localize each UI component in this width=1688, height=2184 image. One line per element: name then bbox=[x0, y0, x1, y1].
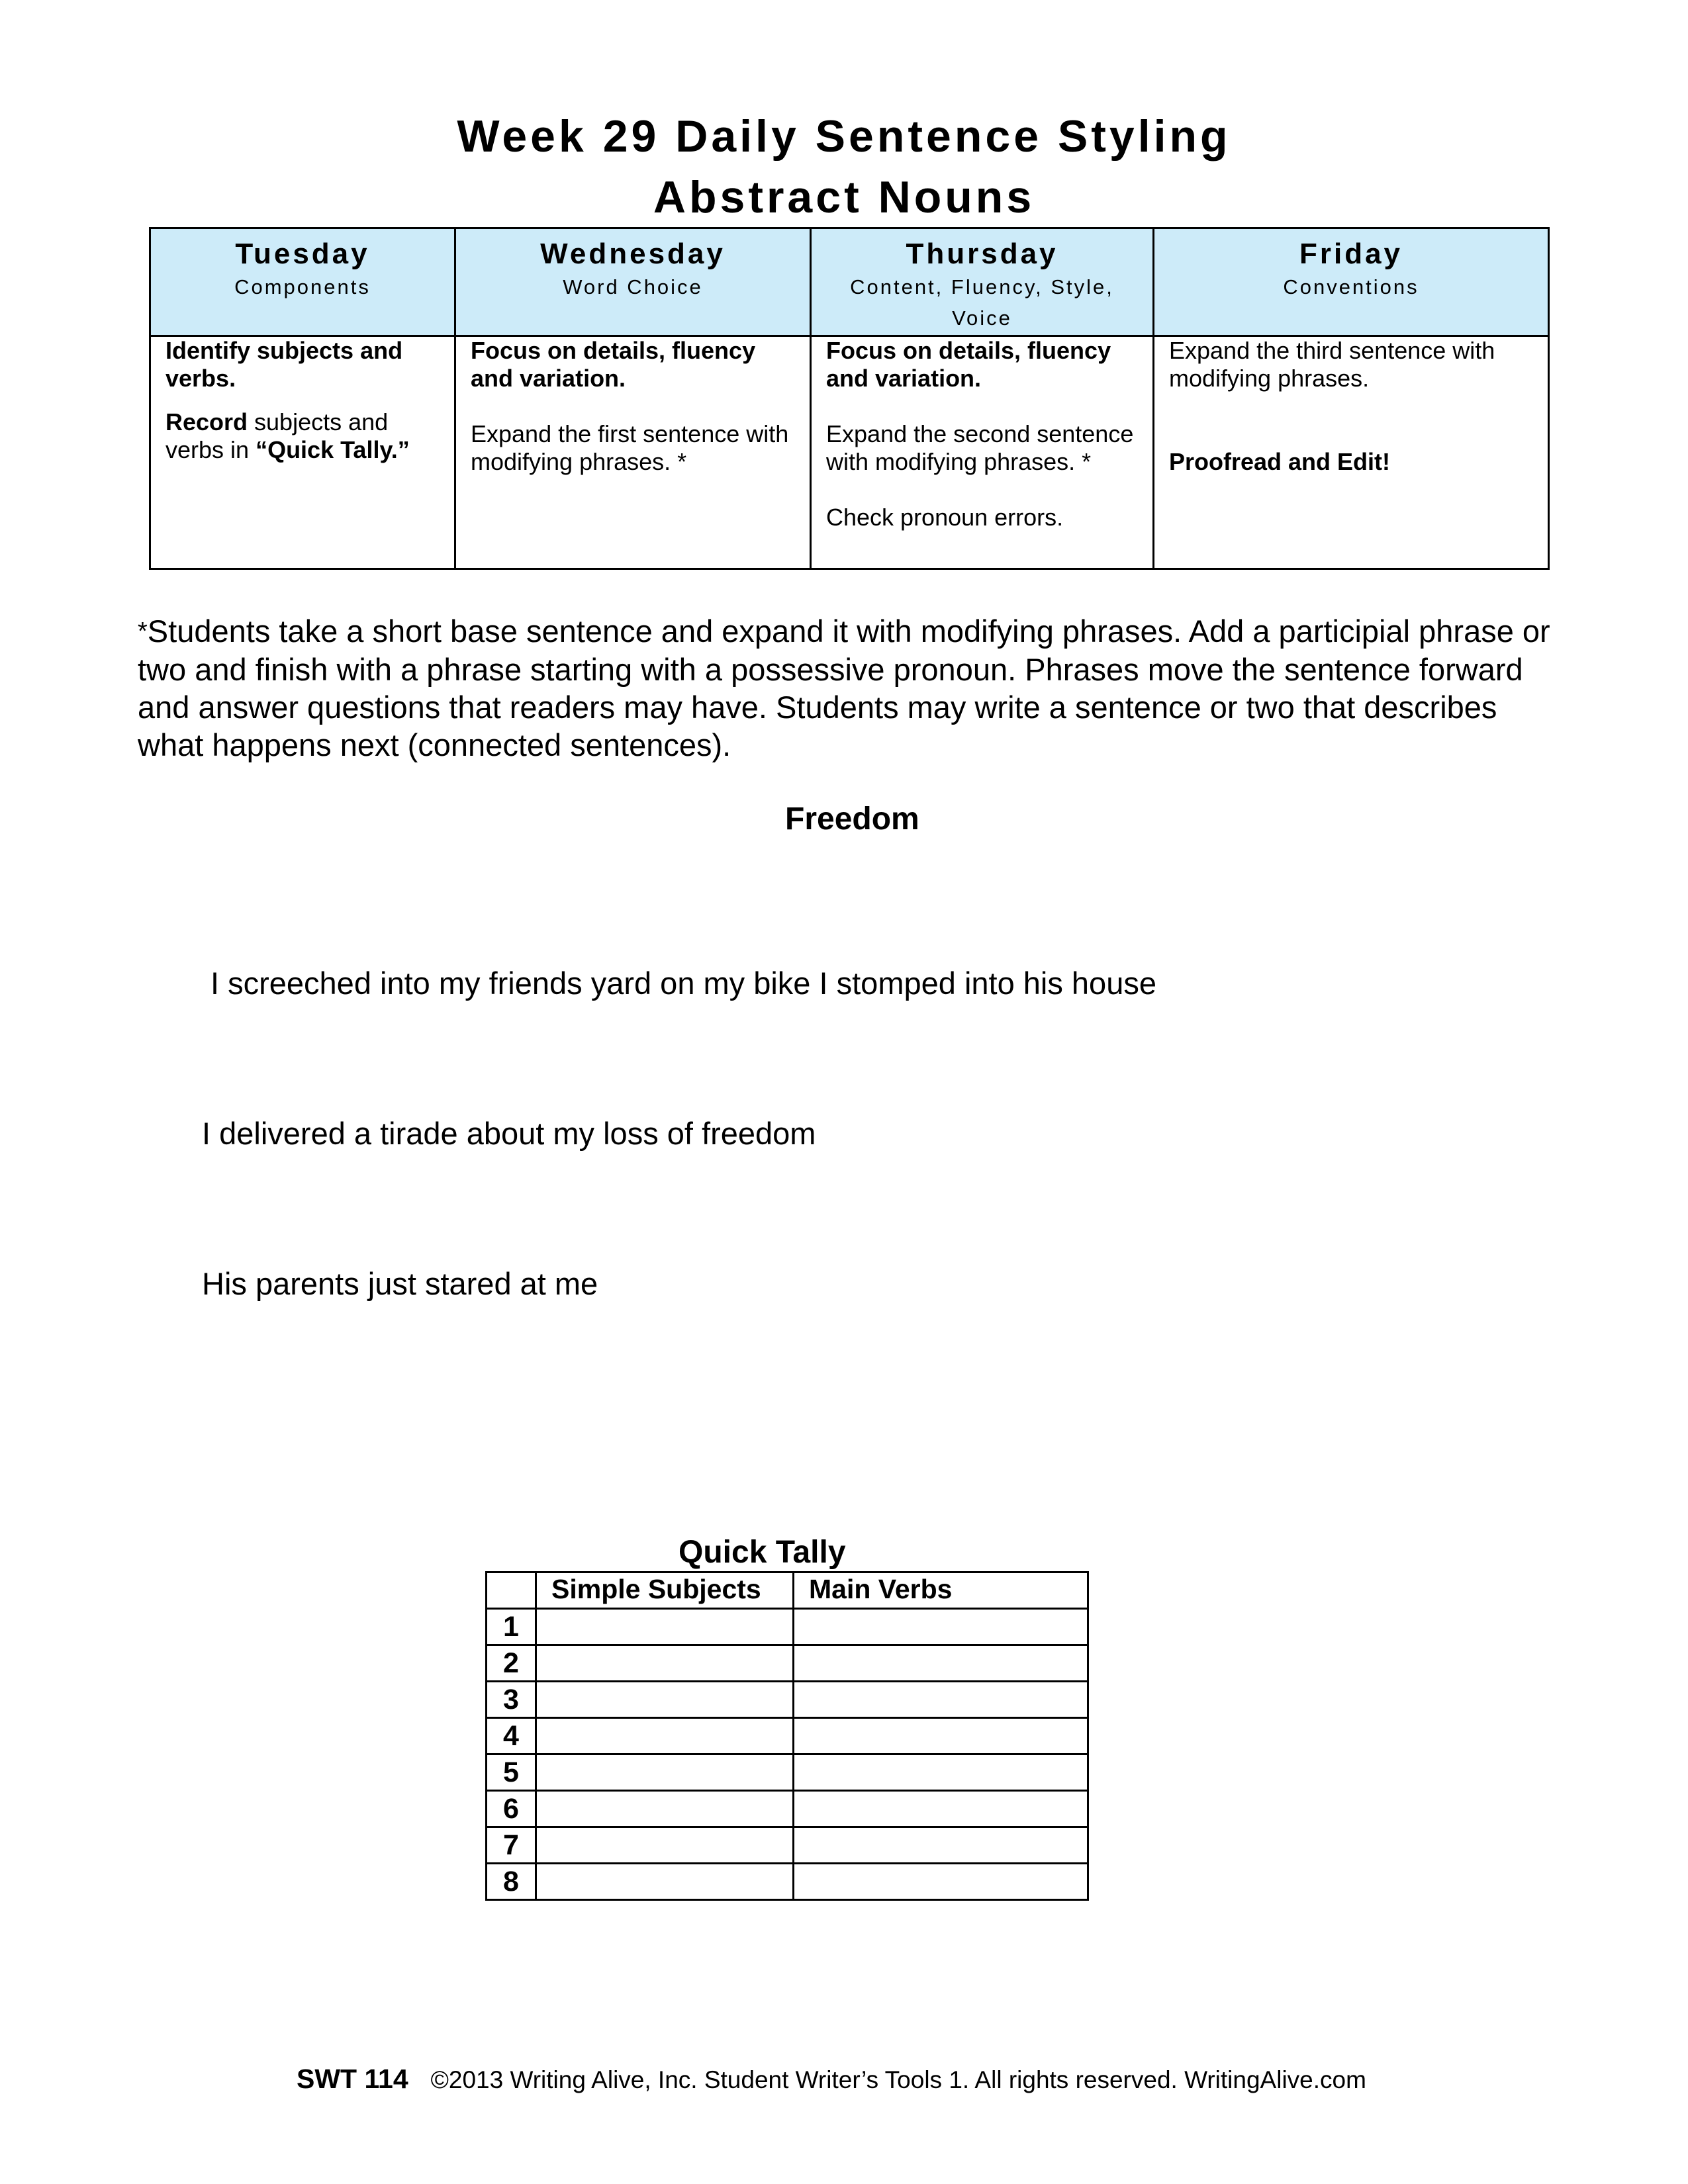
verb-cell[interactable] bbox=[794, 1609, 1088, 1645]
instructions-text: Students take a short base sentence and expand it with modifying phrases. Add a participial phrase or two and finish with a phrase starting with a possessive pronoun. Phrases move the sentence forward and answer questions that readers may have. Students may write a sentence or two that describes what happens next (connected sentences). bbox=[138, 614, 1550, 762]
page-code: SWT 114 bbox=[297, 2064, 408, 2094]
quick-tally-table bbox=[485, 1571, 1089, 1901]
row-number: 8 bbox=[487, 1864, 536, 1900]
subject-cell[interactable] bbox=[536, 1718, 794, 1754]
topic-heading: Freedom bbox=[785, 801, 919, 837]
subject-cell[interactable] bbox=[536, 1682, 794, 1718]
row-number: 3 bbox=[487, 1682, 536, 1718]
schedule-header-row bbox=[150, 228, 1549, 336]
friday-task-proofread: Proofread and Edit! bbox=[1169, 448, 1391, 475]
page-title: Week 29 Daily Sentence Styling bbox=[457, 111, 1231, 161]
page-footer bbox=[297, 2064, 1366, 2095]
tally-header-row bbox=[487, 1572, 1088, 1609]
copyright-text: ©2013 Writing Alive, Inc. Student Writer’s Tools 1. All rights reserved. WritingAlive.com bbox=[430, 2066, 1366, 2093]
thursday-tasks bbox=[811, 336, 1154, 569]
subject-cell[interactable] bbox=[536, 1609, 794, 1645]
verb-cell[interactable] bbox=[794, 1864, 1088, 1900]
row-number: 7 bbox=[487, 1827, 536, 1864]
verb-cell[interactable] bbox=[794, 1645, 1088, 1682]
wednesday-tasks bbox=[455, 336, 811, 569]
subject-cell[interactable] bbox=[536, 1827, 794, 1864]
day-focus: Components bbox=[234, 275, 371, 298]
day-name: Friday bbox=[1299, 238, 1403, 270]
schedule-body-row bbox=[150, 336, 1549, 569]
quick-tally-reference: “Quick Tally.” bbox=[256, 436, 410, 463]
friday-tasks bbox=[1154, 336, 1549, 569]
tally-corner-cell bbox=[487, 1572, 536, 1609]
tuesday-task-identify: Identify subjects and verbs. bbox=[165, 337, 403, 392]
row-number: 1 bbox=[487, 1609, 536, 1645]
subject-cell[interactable] bbox=[536, 1645, 794, 1682]
row-number: 6 bbox=[487, 1791, 536, 1827]
day-header-tuesday bbox=[150, 228, 455, 336]
base-sentence-2: I delivered a tirade about my loss of freedom bbox=[202, 1116, 816, 1151]
instructions-note bbox=[138, 612, 1561, 764]
day-name: Tuesday bbox=[235, 238, 370, 270]
verb-cell[interactable] bbox=[794, 1682, 1088, 1718]
tuesday-task-record bbox=[165, 408, 440, 464]
asterisk: * bbox=[138, 617, 148, 645]
day-header-wednesday bbox=[455, 228, 811, 336]
table-row bbox=[487, 1682, 1088, 1718]
record-text: subjects and verbs in bbox=[165, 408, 389, 463]
thursday-task-pronoun: Check pronoun errors. bbox=[826, 504, 1064, 531]
day-focus: Content, Fluency, Style, Voice bbox=[850, 275, 1114, 330]
table-row bbox=[487, 1718, 1088, 1754]
subject-cell[interactable] bbox=[536, 1864, 794, 1900]
subject-cell[interactable] bbox=[536, 1754, 794, 1791]
table-row bbox=[487, 1754, 1088, 1791]
day-header-thursday bbox=[811, 228, 1154, 336]
day-header-friday bbox=[1154, 228, 1549, 336]
wednesday-task-expand: Expand the first sentence with modifying phrases. * bbox=[471, 420, 789, 475]
column-header-main-verbs: Main Verbs bbox=[794, 1572, 1088, 1609]
day-focus: Conventions bbox=[1283, 275, 1419, 298]
friday-task-expand: Expand the third sentence with modifying phrases. bbox=[1169, 337, 1495, 392]
day-name: Thursday bbox=[906, 238, 1058, 270]
verb-cell[interactable] bbox=[794, 1754, 1088, 1791]
day-name: Wednesday bbox=[540, 238, 726, 270]
row-number: 5 bbox=[487, 1754, 536, 1791]
table-row bbox=[487, 1827, 1088, 1864]
verb-cell[interactable] bbox=[794, 1827, 1088, 1864]
base-sentence-1: I screeched into my friends yard on my bike I stomped into his house bbox=[211, 966, 1156, 1001]
column-header-simple-subjects: Simple Subjects bbox=[536, 1572, 794, 1609]
page-subtitle: Abstract Nouns bbox=[653, 172, 1035, 222]
verb-cell[interactable] bbox=[794, 1718, 1088, 1754]
thursday-task-expand: Expand the second sentence with modifying phrases. * bbox=[826, 420, 1134, 475]
row-number: 2 bbox=[487, 1645, 536, 1682]
verb-cell[interactable] bbox=[794, 1791, 1088, 1827]
weekly-schedule-table bbox=[149, 227, 1550, 570]
row-number: 4 bbox=[487, 1718, 536, 1754]
subject-cell[interactable] bbox=[536, 1791, 794, 1827]
tuesday-tasks bbox=[150, 336, 455, 569]
quick-tally-title: Quick Tally bbox=[679, 1535, 846, 1570]
table-row bbox=[487, 1645, 1088, 1682]
record-label: Record bbox=[165, 408, 248, 435]
table-row bbox=[487, 1791, 1088, 1827]
day-focus: Word Choice bbox=[563, 275, 703, 298]
table-row bbox=[487, 1864, 1088, 1900]
thursday-task-focus: Focus on details, fluency and variation. bbox=[826, 337, 1111, 392]
table-row bbox=[487, 1609, 1088, 1645]
wednesday-task-focus: Focus on details, fluency and variation. bbox=[471, 337, 756, 392]
base-sentence-3: His parents just stared at me bbox=[202, 1266, 598, 1301]
